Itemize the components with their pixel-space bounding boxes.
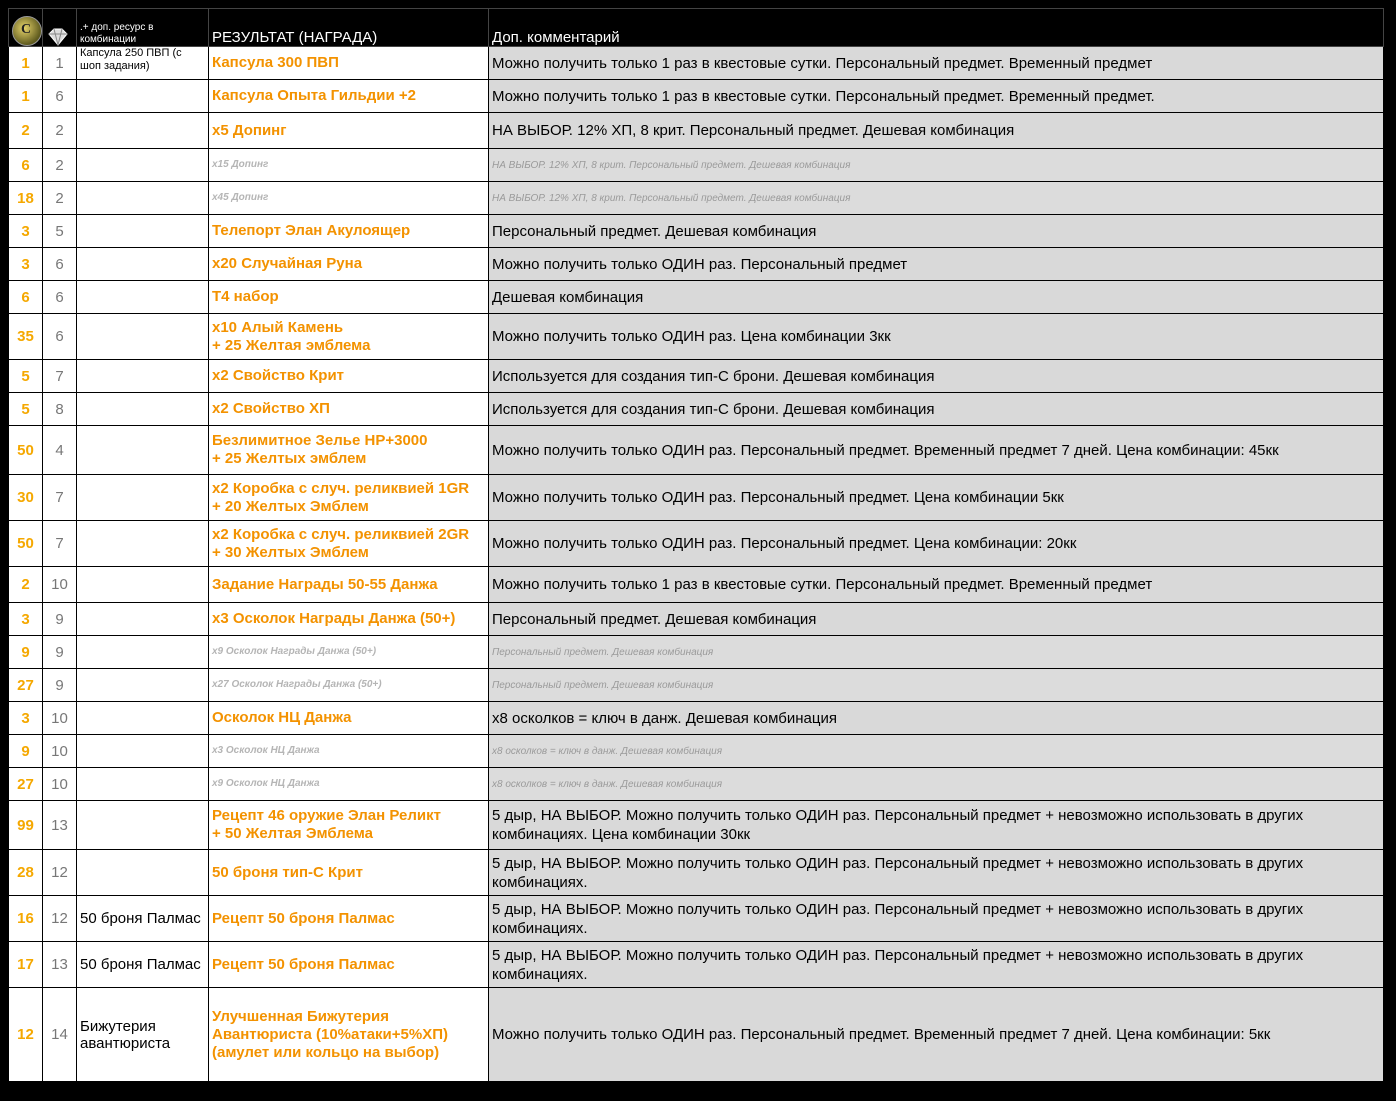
extra-resource-cell: 50 броня Палмас — [77, 896, 209, 942]
cost-cell: 28 — [9, 850, 43, 896]
reward-cell: x5 Допинг — [209, 113, 489, 149]
cost-cell: 9 — [9, 636, 43, 669]
level-cell: 12 — [43, 850, 77, 896]
comment-cell: Персональный предмет. Дешевая комбинация — [489, 669, 1384, 702]
level-cell: 6 — [43, 80, 77, 113]
coin-column-header — [9, 9, 43, 47]
reward-cell: Телепорт Элан Акулоящер — [209, 215, 489, 248]
level-cell: 8 — [43, 393, 77, 426]
reward-cell: 50 броня тип-С Крит — [209, 850, 489, 896]
comment-cell: Используется для создания тип-С брони. Дешевая комбинация — [489, 393, 1384, 426]
cost-cell: 9 — [9, 735, 43, 768]
level-cell: 7 — [43, 521, 77, 567]
comment-cell: Дешевая комбинация — [489, 281, 1384, 314]
table-row — [9, 801, 1384, 850]
table-row — [9, 149, 1384, 182]
level-cell: 12 — [43, 896, 77, 942]
cost-cell: 18 — [9, 182, 43, 215]
table-row — [9, 113, 1384, 149]
table-row — [9, 393, 1384, 426]
reward-cell: x3 Осколок Награды Данжа (50+) — [209, 603, 489, 636]
comment-cell: x8 осколков = ключ в данж. Дешевая комбинация — [489, 768, 1384, 801]
reward-cell: x20 Случайная Руна — [209, 248, 489, 281]
extra-resource-cell — [77, 426, 209, 475]
cost-cell: 1 — [9, 47, 43, 80]
cost-cell: 1 — [9, 80, 43, 113]
level-cell: 9 — [43, 669, 77, 702]
comment-cell: Можно получить только ОДИН раз. Персональный предмет — [489, 248, 1384, 281]
reward-cell: x10 Алый Камень + 25 Желтая эмблема — [209, 314, 489, 360]
comment-cell: Можно получить только ОДИН раз. Цена комбинации 3кк — [489, 314, 1384, 360]
table-row — [9, 360, 1384, 393]
extra-resource-cell — [77, 248, 209, 281]
extra-resource-cell — [77, 801, 209, 850]
crystal-icon — [46, 28, 70, 46]
reward-cell: Капсула Опыта Гильдии +2 — [209, 80, 489, 113]
comment-cell: НА ВЫБОР. 12% ХП, 8 крит. Персональный предмет. Дешевая комбинация — [489, 113, 1384, 149]
comment-cell: Персональный предмет. Дешевая комбинация — [489, 636, 1384, 669]
level-cell: 6 — [43, 281, 77, 314]
comment-cell: Можно получить только ОДИН раз. Персональный предмет. Временный предмет 7 дней. Цена комбинации: 5кк — [489, 988, 1384, 1082]
cost-cell: 6 — [9, 281, 43, 314]
extra-resource-cell — [77, 215, 209, 248]
comment-cell: Можно получить только 1 раз в квестовые сутки. Персональный предмет. Временный предмет. — [489, 80, 1384, 113]
comment-cell: 5 дыр, НА ВЫБОР. Можно получить только ОДИН раз. Персональный предмет + невозможно использовать в других комбинациях. — [489, 942, 1384, 988]
header-row — [9, 9, 1384, 47]
extra-resource-cell — [77, 669, 209, 702]
cost-cell: 27 — [9, 669, 43, 702]
extra-resource-cell: Бижутерия авантюриста — [77, 988, 209, 1082]
comment-cell: Можно получить только ОДИН раз. Персональный предмет. Временный предмет 7 дней. Цена комбинации: 45кк — [489, 426, 1384, 475]
table-row — [9, 80, 1384, 113]
comment-cell: Можно получить только ОДИН раз. Персональный предмет. Цена комбинации: 20кк — [489, 521, 1384, 567]
level-cell: 10 — [43, 702, 77, 735]
comment-cell: 5 дыр, НА ВЫБОР. Можно получить только ОДИН раз. Персональный предмет + невозможно использовать в других комбинациях. — [489, 896, 1384, 942]
reward-cell: x3 Осколок НЦ Данжа — [209, 735, 489, 768]
reward-cell: Улучшенная Бижутерия Авантюриста (10%атаки+5%ХП)(амулет или кольцо на выбор) — [209, 988, 489, 1082]
reward-cell: Осколок НЦ Данжа — [209, 702, 489, 735]
table-row — [9, 768, 1384, 801]
table-row — [9, 850, 1384, 896]
comment-cell: Используется для создания тип-С брони. Дешевая комбинация — [489, 360, 1384, 393]
table-row — [9, 248, 1384, 281]
cost-cell: 99 — [9, 801, 43, 850]
cost-cell: 3 — [9, 215, 43, 248]
comment-cell: Персональный предмет. Дешевая комбинация — [489, 603, 1384, 636]
level-cell: 14 — [43, 988, 77, 1082]
result-header: РЕЗУЛЬТАТ (НАГРАДА) — [209, 9, 489, 47]
table-row — [9, 636, 1384, 669]
level-cell: 9 — [43, 603, 77, 636]
reward-cell: Рецепт 50 броня Палмас — [209, 896, 489, 942]
comment-cell: Персональный предмет. Дешевая комбинация — [489, 215, 1384, 248]
reward-table — [8, 8, 1384, 1082]
level-cell: 10 — [43, 768, 77, 801]
reward-cell: x2 Коробка с случ. реликвией 1GR + 20 Желтых Эмблем — [209, 475, 489, 521]
comment-cell: НА ВЫБОР. 12% ХП, 8 крит. Персональный предмет. Дешевая комбинация — [489, 149, 1384, 182]
level-cell: 2 — [43, 182, 77, 215]
extra-resource-cell — [77, 521, 209, 567]
cost-cell: 2 — [9, 567, 43, 603]
table-row — [9, 942, 1384, 988]
level-cell: 4 — [43, 426, 77, 475]
cost-cell: 30 — [9, 475, 43, 521]
level-cell: 13 — [43, 942, 77, 988]
reward-cell: Капсула 300 ПВП — [209, 47, 489, 80]
reward-cell: x2 Свойство ХП — [209, 393, 489, 426]
table-row — [9, 215, 1384, 248]
cost-cell: 6 — [9, 149, 43, 182]
comment-cell: Можно получить только ОДИН раз. Персональный предмет. Цена комбинации 5кк — [489, 475, 1384, 521]
extra-resource-cell — [77, 636, 209, 669]
cost-cell: 50 — [9, 521, 43, 567]
extra-resource-cell — [77, 314, 209, 360]
table-row — [9, 47, 1384, 80]
extra-resource-cell — [77, 768, 209, 801]
level-cell: 10 — [43, 735, 77, 768]
gem-column-header — [43, 9, 77, 47]
cost-cell: 27 — [9, 768, 43, 801]
reward-cell: Безлимитное Зелье HP+3000 + 25 Желтых эмблем — [209, 426, 489, 475]
cost-cell: 3 — [9, 702, 43, 735]
reward-cell: Рецепт 46 оружие Элан Реликт + 50 Желтая Эмблема — [209, 801, 489, 850]
table-row — [9, 988, 1384, 1082]
cost-cell: 16 — [9, 896, 43, 942]
table-row — [9, 521, 1384, 567]
extra-resource-cell — [77, 182, 209, 215]
table-row — [9, 426, 1384, 475]
reward-cell: x2 Свойство Крит — [209, 360, 489, 393]
extra-resource-cell: 50 броня Палмас — [77, 942, 209, 988]
cost-cell: 12 — [9, 988, 43, 1082]
table-row — [9, 669, 1384, 702]
level-cell: 7 — [43, 360, 77, 393]
reward-cell: Рецепт 50 броня Палмас — [209, 942, 489, 988]
extra-resource-cell — [77, 735, 209, 768]
level-cell: 2 — [43, 113, 77, 149]
level-cell: 13 — [43, 801, 77, 850]
extra-resource-header: .+ доп. ресурс в комбинации — [77, 9, 209, 47]
table-row — [9, 567, 1384, 603]
cost-cell: 5 — [9, 393, 43, 426]
level-cell: 10 — [43, 567, 77, 603]
cost-cell: 3 — [9, 248, 43, 281]
level-cell: 7 — [43, 475, 77, 521]
table-row — [9, 475, 1384, 521]
extra-resource-cell — [77, 80, 209, 113]
reward-cell: x9 Осколок Награды Данжа (50+) — [209, 636, 489, 669]
level-cell: 1 — [43, 47, 77, 80]
level-cell: 6 — [43, 248, 77, 281]
table-row — [9, 281, 1384, 314]
reward-cell: x15 Допинг — [209, 149, 489, 182]
extra-resource-cell — [77, 475, 209, 521]
extra-resource-cell — [77, 567, 209, 603]
comment-header: Доп. комментарий — [489, 9, 1384, 47]
level-cell: 6 — [43, 314, 77, 360]
level-cell: 2 — [43, 149, 77, 182]
cost-cell: 3 — [9, 603, 43, 636]
reward-cell: x27 Осколок Награды Данжа (50+) — [209, 669, 489, 702]
extra-resource-cell: Капсула 250 ПВП (с шоп задания) — [77, 47, 209, 80]
reward-cell: x9 Осколок НЦ Данжа — [209, 768, 489, 801]
table-row — [9, 702, 1384, 735]
level-cell: 5 — [43, 215, 77, 248]
comment-cell: НА ВЫБОР. 12% ХП, 8 крит. Персональный предмет. Дешевая комбинация — [489, 182, 1384, 215]
comment-cell: x8 осколков = ключ в данж. Дешевая комбинация — [489, 702, 1384, 735]
extra-resource-cell — [77, 149, 209, 182]
extra-resource-cell — [77, 702, 209, 735]
level-cell: 9 — [43, 636, 77, 669]
cost-cell: 17 — [9, 942, 43, 988]
reward-cell: x45 Допинг — [209, 182, 489, 215]
table-row — [9, 314, 1384, 360]
comment-cell: Можно получить только 1 раз в квестовые сутки. Персональный предмет. Временный предмет — [489, 47, 1384, 80]
cost-cell: 5 — [9, 360, 43, 393]
cost-cell: 2 — [9, 113, 43, 149]
extra-resource-cell — [77, 393, 209, 426]
comment-cell: 5 дыр, НА ВЫБОР. Можно получить только ОДИН раз. Персональный предмет + невозможно использовать в других комбинациях. Цена комбинации 30кк — [489, 801, 1384, 850]
reward-cell: x2 Коробка с случ. реликвией 2GR + 30 Желтых Эмблем — [209, 521, 489, 567]
reward-cell: Задание Награды 50-55 Данжа — [209, 567, 489, 603]
cost-cell: 50 — [9, 426, 43, 475]
reward-cell: Т4 набор — [209, 281, 489, 314]
cost-cell: 35 — [9, 314, 43, 360]
comment-cell: 5 дыр, НА ВЫБОР. Можно получить только ОДИН раз. Персональный предмет + невозможно использовать в других комбинациях. — [489, 850, 1384, 896]
table-row — [9, 603, 1384, 636]
table-row — [9, 735, 1384, 768]
table-row — [9, 182, 1384, 215]
comment-cell: x8 осколков = ключ в данж. Дешевая комбинация — [489, 735, 1384, 768]
extra-resource-cell — [77, 850, 209, 896]
extra-resource-cell — [77, 281, 209, 314]
comment-cell: Можно получить только 1 раз в квестовые сутки. Персональный предмет. Временный предмет — [489, 567, 1384, 603]
table-row — [9, 896, 1384, 942]
extra-resource-cell — [77, 603, 209, 636]
extra-resource-cell — [77, 113, 209, 149]
extra-resource-cell — [77, 360, 209, 393]
medal-coin-icon — [12, 16, 42, 46]
